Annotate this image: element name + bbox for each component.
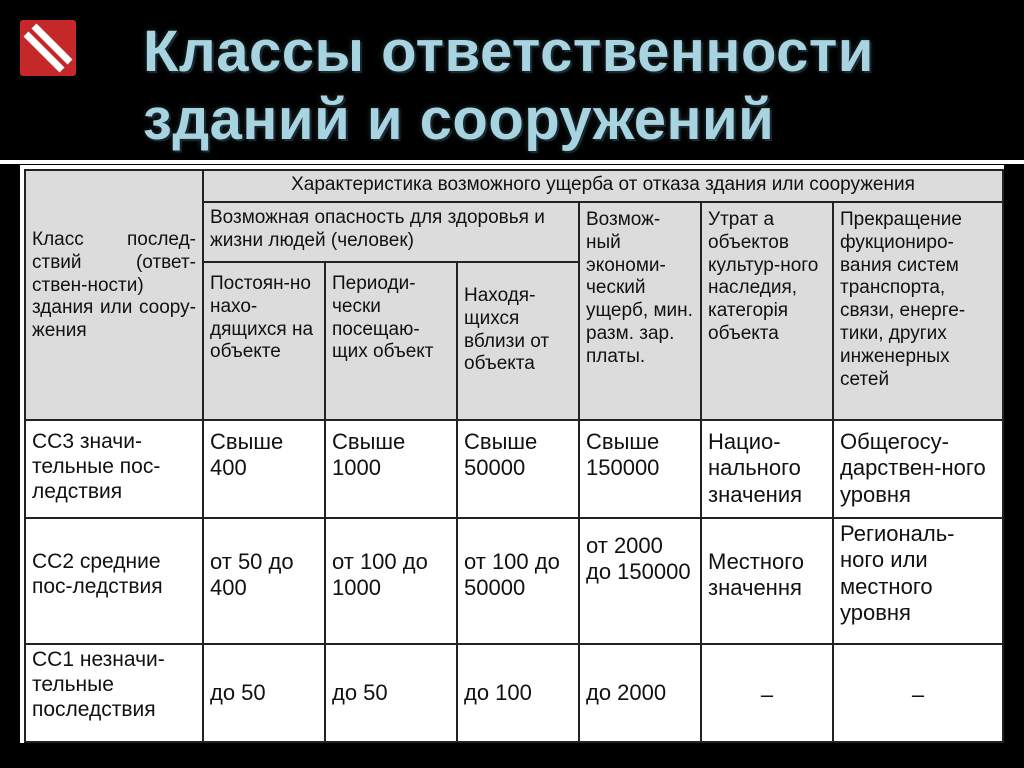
nearby-people-header: Находя-щихся вблизи от объекта — [457, 262, 579, 420]
economic-cell: от 2000 до 150000 — [579, 518, 701, 644]
periodic-cell: до 50 — [325, 644, 457, 742]
damage-characteristic-header: Характеристика возможного ущерба от отказа здания или сооружения — [203, 170, 1003, 202]
infrastructure-cell: Региональ-ного или местного уровня — [833, 518, 1003, 644]
class-cell: СС1 незначи-тельные последствия — [25, 644, 203, 742]
red-stripe-logo-icon — [20, 20, 76, 76]
heritage-cell: Местного значення — [701, 518, 833, 644]
infrastructure-cell: Общегосу-дарствен-ного уровня — [833, 420, 1003, 518]
nearby-cell: от 100 до 50000 — [457, 518, 579, 644]
periodic-cell: Свыше 1000 — [325, 420, 457, 518]
infrastructure-cell: – — [833, 644, 1003, 742]
table-row — [25, 420, 1003, 518]
slide-title-line-2: зданий и сооружений — [143, 87, 775, 152]
class-column-header: Класс послед-ствий (ответ-ствен-ности) здания или соору-жения — [25, 170, 203, 420]
permanent-cell: Свыше 400 — [203, 420, 325, 518]
nearby-cell: Свыше 50000 — [457, 420, 579, 518]
slide-title-line-1: Классы ответственности — [143, 19, 874, 84]
permanent-people-header: Постоян-но нахо-дящихся на объекте — [203, 262, 325, 420]
economic-damage-header: Возмож-ный экономи-ческий ущерб, мин. разм. зар. платы. — [579, 202, 701, 420]
economic-cell: Свыше 150000 — [579, 420, 701, 518]
heritage-cell: – — [701, 644, 833, 742]
title-divider — [0, 160, 1024, 164]
periodic-visitors-header: Периоди-чески посещаю-щих объект — [325, 262, 457, 420]
permanent-cell: до 50 — [203, 644, 325, 742]
slide-title — [143, 18, 874, 154]
infrastructure-stop-header: Прекращение фукциониро-вания систем транспорта, связи, енерге-тики, других инженерных сетей — [833, 202, 1003, 420]
periodic-cell: от 100 до 1000 — [325, 518, 457, 644]
table-frame — [20, 165, 1004, 743]
heritage-cell: Нацио-нального значения — [701, 420, 833, 518]
heritage-loss-header: Утрат а объектов культур-ного наследия, категорiя объекта — [701, 202, 833, 420]
class-cell: СС3 значи-тельные пос-ледствия — [25, 420, 203, 518]
nearby-cell: до 100 — [457, 644, 579, 742]
class-cell: СС2 средние пос-ледствия — [25, 518, 203, 644]
responsibility-classes-table — [24, 169, 1004, 743]
health-danger-header: Возможная опасность для здоровья и жизни людей (человек) — [203, 202, 579, 262]
economic-cell: до 2000 — [579, 644, 701, 742]
table-row — [25, 518, 1003, 644]
table-row — [25, 644, 1003, 742]
permanent-cell: от 50 до 400 — [203, 518, 325, 644]
